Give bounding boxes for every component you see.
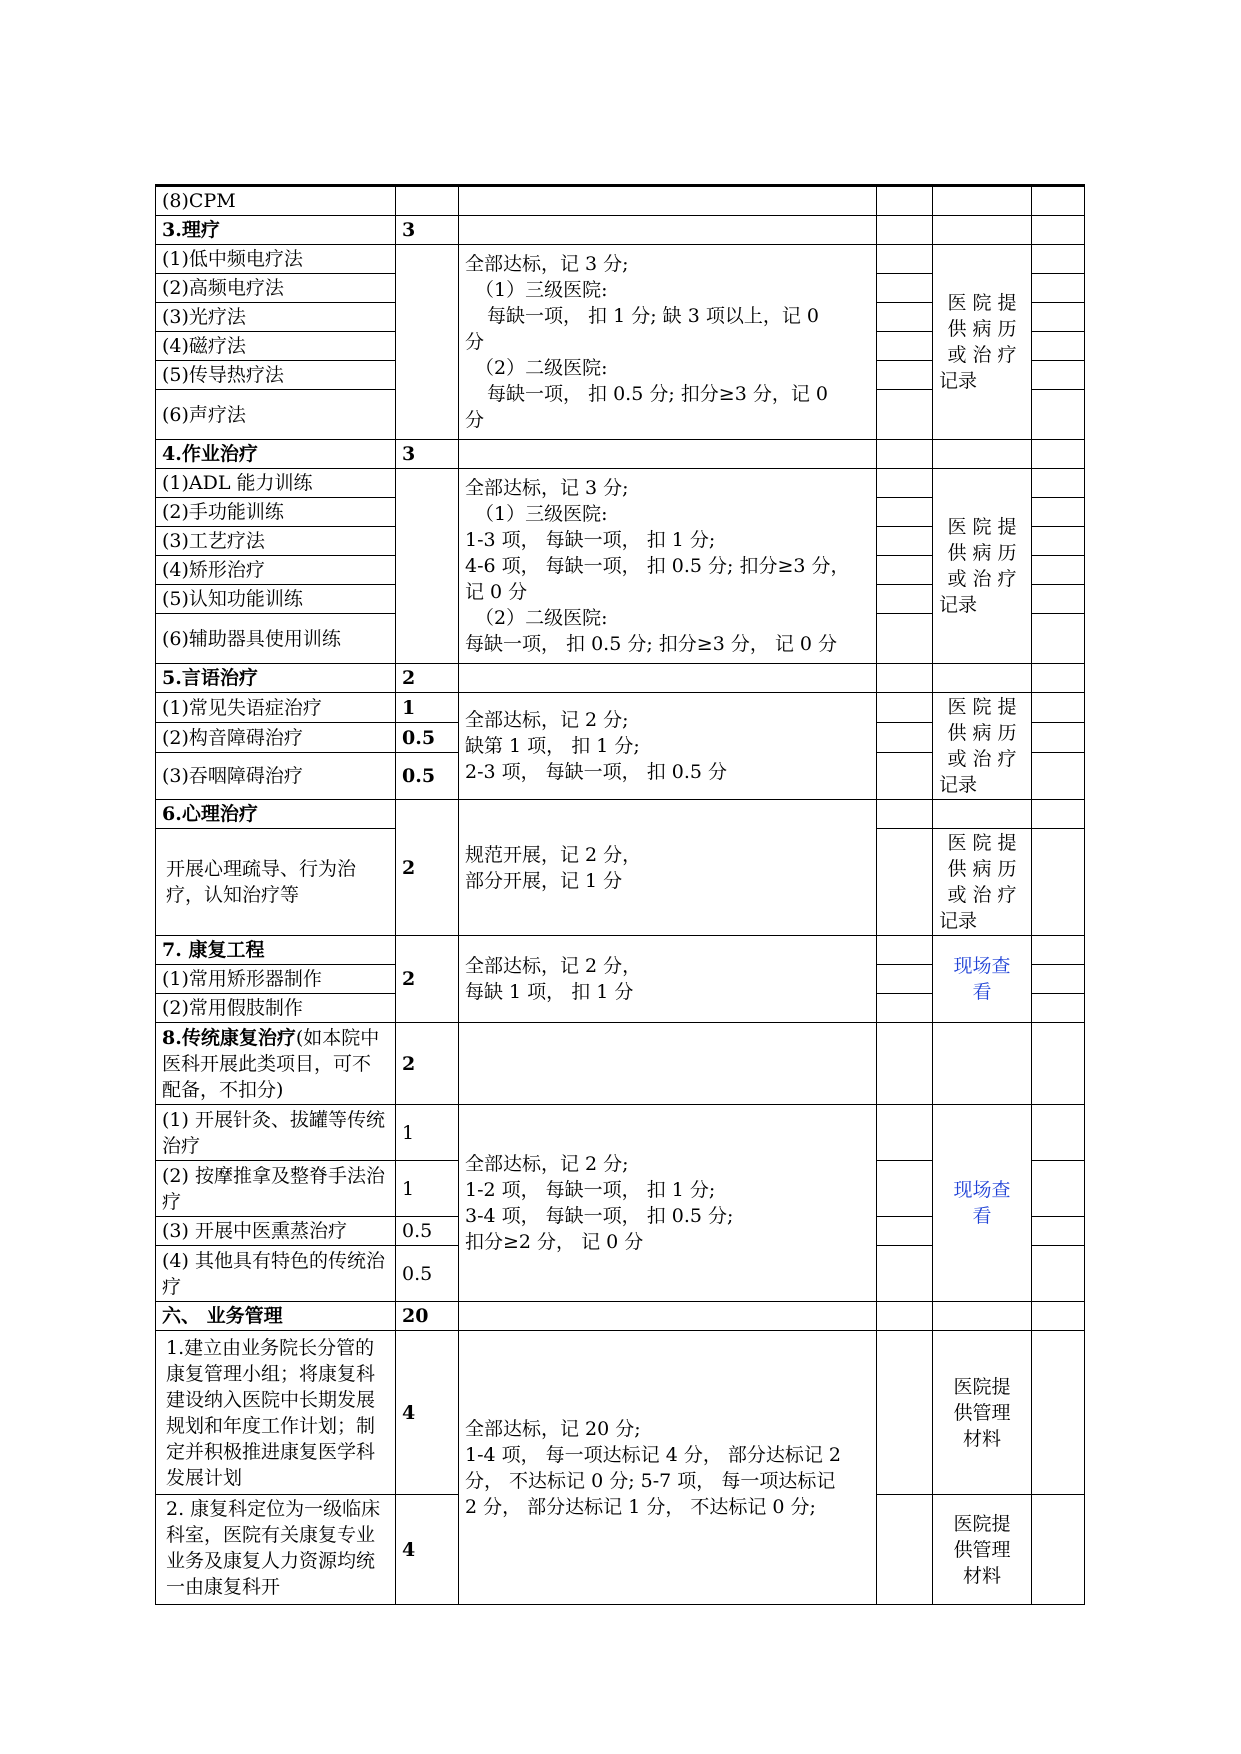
item-cell: (3)工艺疗法 (156, 527, 396, 556)
item-cell: (5)认知功能训练 (156, 585, 396, 614)
item-cell: (1)常用矫形器制作 (156, 965, 396, 994)
section-score: 3 (396, 216, 459, 245)
table-row (156, 1331, 1085, 1495)
item-cell: 1.建立由业务院长分管的康复管理小组；将康复科建设纳入医院中长期发展规划和年度工作计划；制定并积极推进康复医学科发展计划 (156, 1331, 396, 1495)
item-cell: (6)声疗法 (156, 390, 396, 440)
item-cell: (4) 其他具有特色的传统治疗 (156, 1246, 396, 1302)
item-score: 4 (396, 1331, 459, 1495)
section-score: 2 (396, 800, 459, 936)
method-cell: 医 院 提 供 病 历 或 治 疗 记录 (933, 693, 1032, 800)
standard-cell: 规范开展，记 2 分， 部分开展，记 1 分 (459, 800, 877, 936)
item-cell: (1)低中频电疗法 (156, 245, 396, 274)
section-score: 2 (396, 1023, 459, 1105)
section-title: 8.传统康复治疗 (162, 1026, 296, 1049)
item-score: 0.5 (396, 1217, 459, 1246)
item-cell: (5)传导热疗法 (156, 361, 396, 390)
item-cell: (2)常用假肢制作 (156, 994, 396, 1023)
item-score: 1 (396, 1161, 459, 1217)
standard-cell: 全部达标，记 2 分; 1-2 项， 每缺一项， 扣 1 分; 3-4 项， 每缺一项， 扣 0.5 分; 扣分≥2 分， 记 0 分 (459, 1105, 877, 1302)
standard-cell: 全部达标，记 2 分; 缺第 1 项， 扣 1 分; 2-3 项， 每缺一项， 扣 0.5 分 (459, 693, 877, 800)
item-score: 0.5 (396, 723, 459, 753)
section-score: 3 (396, 440, 459, 469)
section-header-row (156, 1302, 1085, 1331)
item-cell: (4)磁疗法 (156, 332, 396, 361)
method-cell: 现场查 看 (933, 1105, 1032, 1302)
item-cell: (1) 开展针灸、拔罐等传统治疗 (156, 1105, 396, 1161)
standard-cell: 全部达标，记 2 分， 每缺 1 项， 扣 1 分 (459, 936, 877, 1023)
section-title-cell (156, 1023, 396, 1105)
item-cell: (2)手功能训练 (156, 498, 396, 527)
section-title: 7. 康复工程 (156, 936, 396, 965)
table-row (156, 1105, 1085, 1161)
method-cell: 医 院 提 供 病 历 或 治 疗 记录 (933, 245, 1032, 440)
item-cell: (8)CPM (156, 186, 396, 216)
standard-cell: 全部达标，记 3 分; （1）三级医院: 1-3 项， 每缺一项， 扣 1 分; 4-6 项， 每缺一项， 扣 0.5 分; 扣分≥3 分， 记 0 分 （2）二级医院: 每缺一项， 扣 0.5 分; 扣分≥3 分， 记 0 分 (459, 469, 877, 664)
item-score: 0.5 (396, 753, 459, 800)
item-cell: (3)吞咽障碍治疗 (156, 753, 396, 800)
section-note: (如本院中医科开展此类项目，可不配备，不扣分) (162, 1026, 380, 1101)
section-title: 6.心理治疗 (156, 800, 396, 829)
table-row (156, 469, 1085, 498)
section-header-row (156, 1023, 1085, 1105)
item-cell: 开展心理疏导、行为治疗，认知治疗等 (156, 829, 396, 936)
section-title: 3.理疗 (156, 216, 396, 245)
table-row (156, 693, 1085, 723)
section-title: 六、 业务管理 (156, 1302, 396, 1331)
method-cell: 医院提 供管理 材料 (933, 1331, 1032, 1495)
section-title: 4.作业治疗 (156, 440, 396, 469)
section-header-row (156, 936, 1085, 965)
section-score: 20 (396, 1302, 459, 1331)
method-cell: 医院提 供管理 材料 (933, 1495, 1032, 1605)
evaluation-table (155, 184, 1085, 1605)
method-cell: 医 院 提 供 病 历 或 治 疗 记录 (933, 469, 1032, 664)
item-cell: (6)辅助器具使用训练 (156, 614, 396, 664)
standard-cell: 全部达标，记 20 分; 1-4 项， 每一项达标记 4 分， 部分达标记 2 分， 不达标记 0 分; 5-7 项， 每一项达标记 2 分， 部分达标记 1 分， 不达标记 0 分; (459, 1331, 877, 1605)
item-cell: (1)ADL 能力训练 (156, 469, 396, 498)
item-cell: (3)光疗法 (156, 303, 396, 332)
section-score: 2 (396, 936, 459, 1023)
table-row (156, 245, 1085, 274)
item-cell: (1)常见失语症治疗 (156, 693, 396, 723)
section-header-row (156, 440, 1085, 469)
item-cell: (2)高频电疗法 (156, 274, 396, 303)
item-score: 4 (396, 1495, 459, 1605)
item-cell: (2)构音障碍治疗 (156, 723, 396, 753)
item-cell: (2) 按摩推拿及整脊手法治疗 (156, 1161, 396, 1217)
item-cell: (4)矫形治疗 (156, 556, 396, 585)
section-score: 2 (396, 664, 459, 693)
item-score: 1 (396, 1105, 459, 1161)
item-cell: (3) 开展中医熏蒸治疗 (156, 1217, 396, 1246)
section-header-row (156, 664, 1085, 693)
method-cell: 现场查 看 (933, 936, 1032, 1023)
item-score: 1 (396, 693, 459, 723)
item-cell: 2. 康复科定位为一级临床科室，医院有关康复专业业务及康复人力资源均统一由康复科开 (156, 1495, 396, 1605)
item-score: 0.5 (396, 1246, 459, 1302)
method-cell: 医 院 提 供 病 历 或 治 疗 记录 (933, 829, 1032, 936)
table-row (156, 186, 1085, 216)
section-title: 5.言语治疗 (156, 664, 396, 693)
standard-cell: 全部达标，记 3 分; （1）三级医院: 每缺一项， 扣 1 分; 缺 3 项以上，记 0 分 （2）二级医院: 每缺一项， 扣 0.5 分; 扣分≥3 分，记 0 分 (459, 245, 877, 440)
section-header-row (156, 216, 1085, 245)
section-header-row (156, 800, 1085, 829)
